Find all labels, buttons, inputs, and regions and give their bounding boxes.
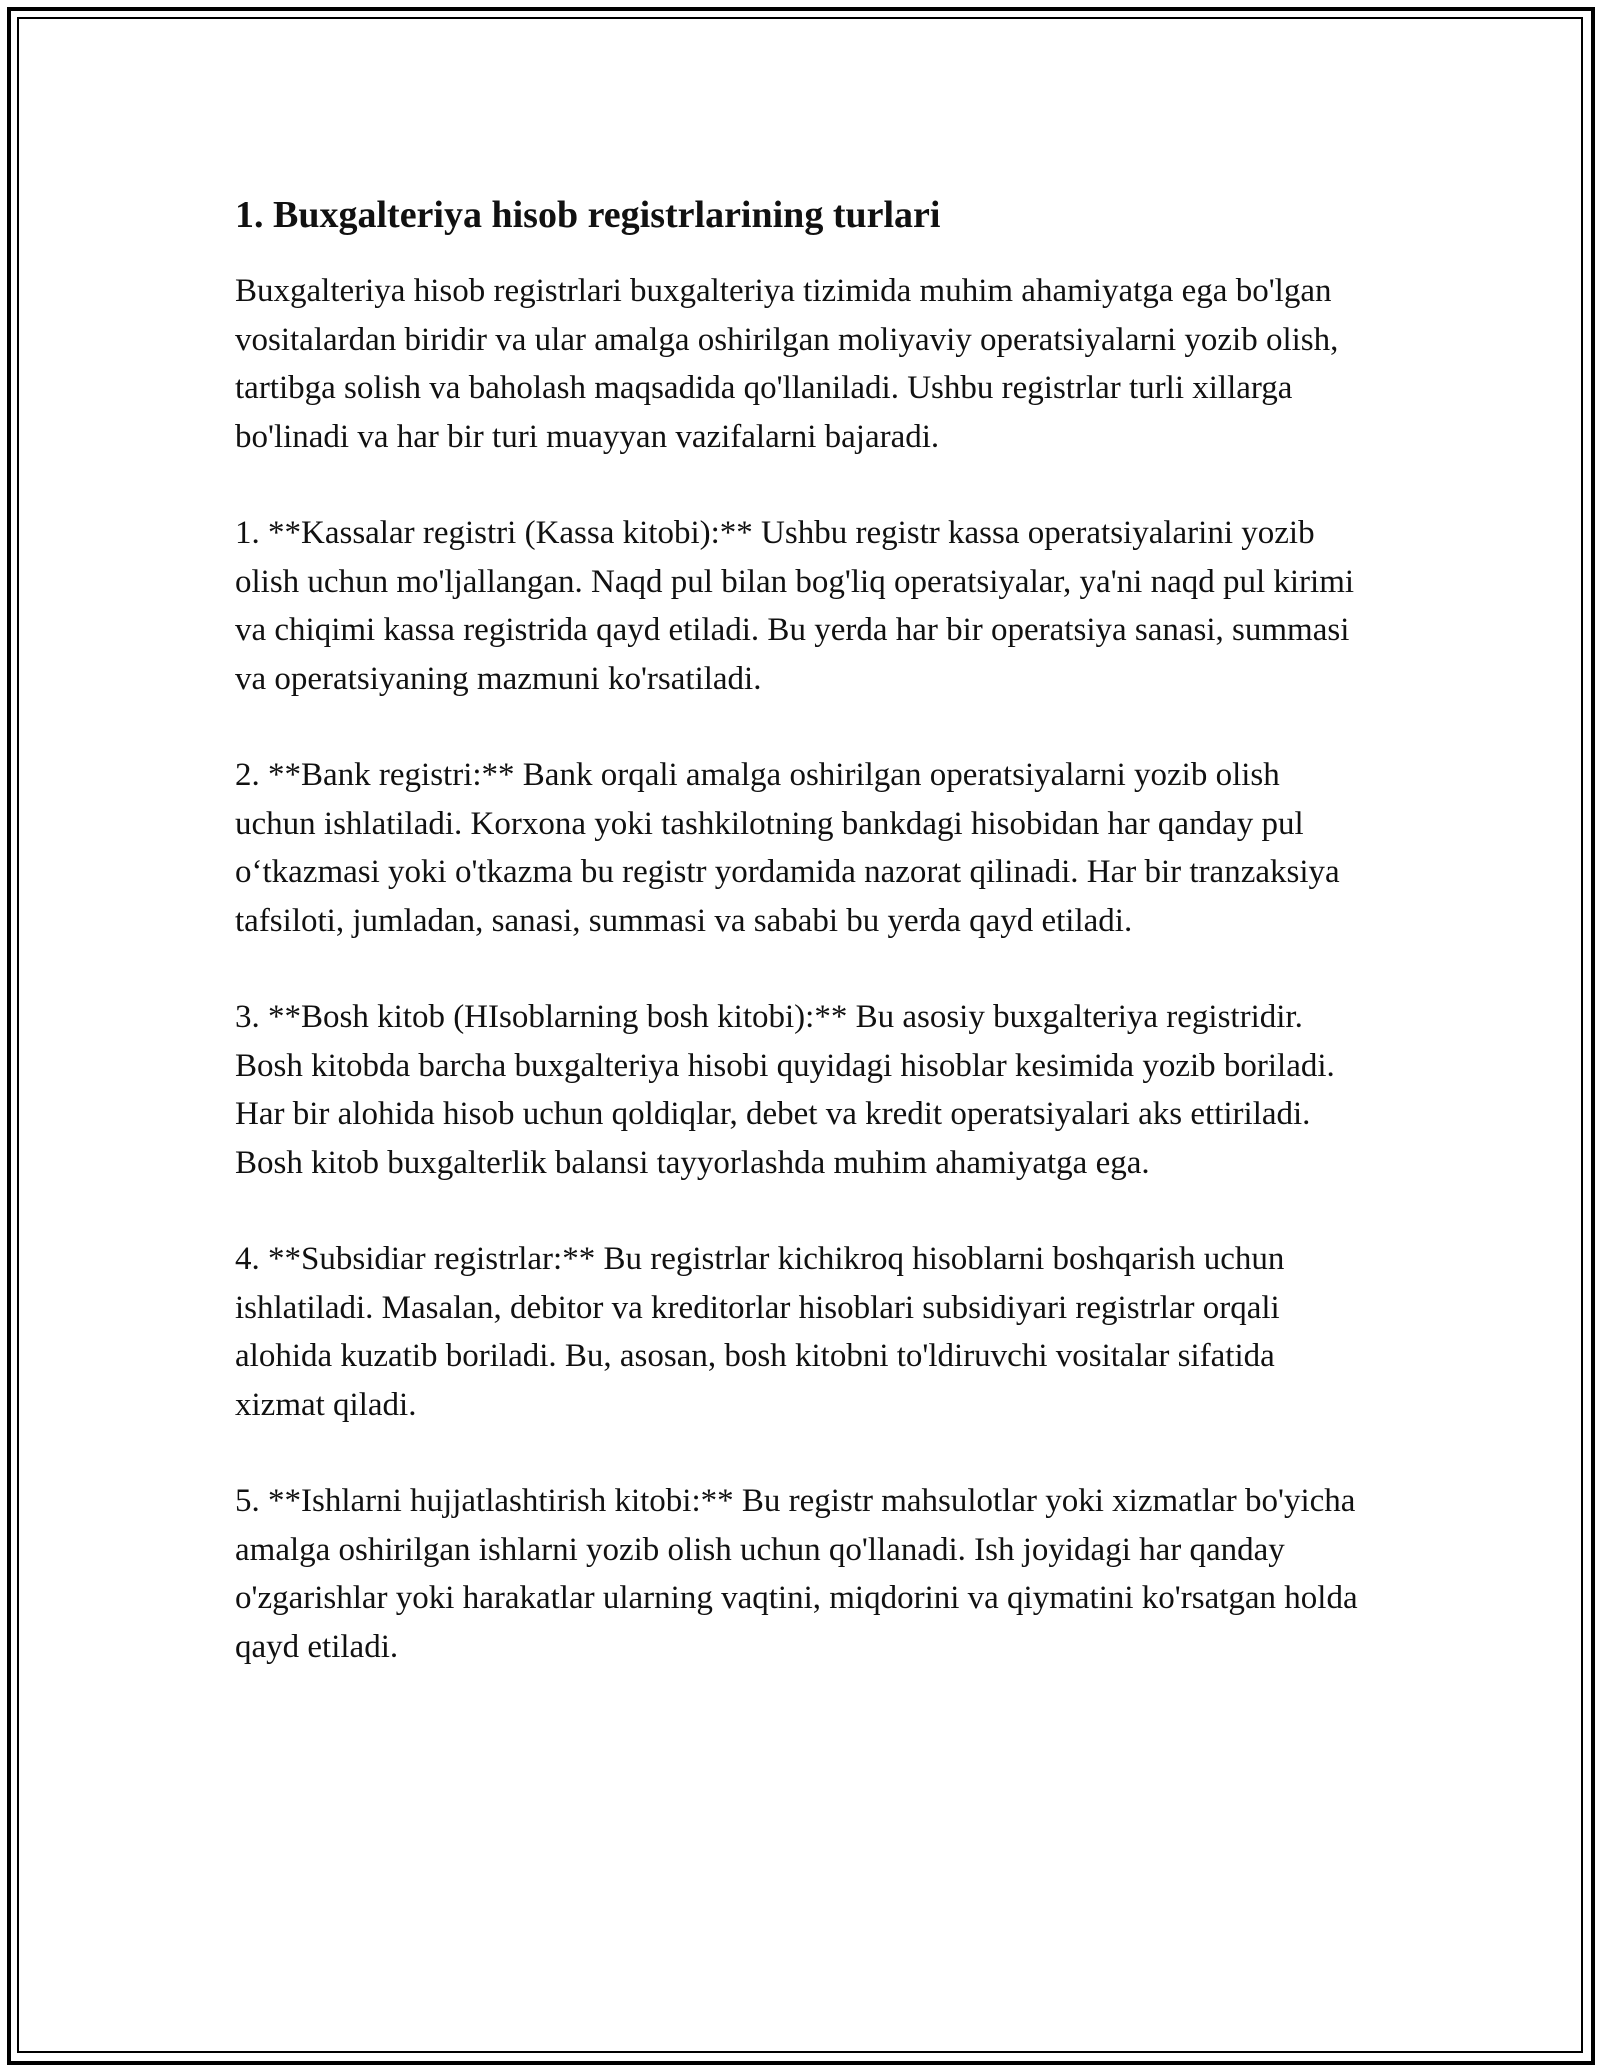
paragraph-bosh-kitob: 3. **Bosh kitob (HIsoblarning bosh kitobi):** Bu asosiy buxgalteriya registridir. Bosh kitobda barcha buxgalteriya hisobi quyidagi hisoblar kesimida yozib boriladi. Har bir alohida hisob uchun qoldiqlar, debet va kredit operatsiyalari aks ettiriladi. Bosh kitob buxgalterlik balansi tayyorlashda muhim ahamiyatga ega. — [235, 999, 1335, 1181]
paragraph-kassa-registri: 1. **Kassalar registri (Kassa kitobi):** Ushbu registr kassa operatsiyalarini yozib olish uchun mo'ljallangan. Naqd pul bilan bog'liq operatsiyalar, ya'ni naqd pul kirimi va chiqimi kassa registrida qayd etiladi. Bu yerda har bir operatsiya sanasi, summasi va operatsiyaning mazmuni ko'rsatiladi. — [235, 515, 1355, 697]
paragraph-subsidiar-registrlar: 4. **Subsidiar registrlar:** Bu registrlar kichikroq hisoblarni boshqarish uchun ishlatiladi. Masalan, debitor va kreditorlar hisoblari subsidiyari registrlar orqali alohida kuzatib boriladi. Bu, asosan, bosh kitobni to'ldiruvchi vositalar sifatida xizmat qiladi. — [235, 1241, 1285, 1423]
paragraph-bank-registri: 2. **Bank registri:** Bank orqali amalga oshirilgan operatsiyalarni yozib olish uchun ishlatiladi. Korxona yoki tashkilotning bankdagi hisobidan har qanday pul o‘tkazmasi yoki o'tkazma bu registr yordamida nazorat qilinadi. Har bir tranzaksiya tafsiloti, jumladan, sanasi, summasi va sababi bu yerda qayd etiladi. — [235, 757, 1340, 939]
intro-paragraph: Buxgalteriya hisob registrlari buxgalteriya tizimida muhim ahamiyatga ega bo'lgan vositalardan biridir va ular amalga oshirilgan moliyaviy operatsiyalarni yozib olish, tartibga solish va baholash maqsadida qo'llaniladi. Ushbu registrlar turli xillarga bo'linadi va har bir turi muayyan vazifalarni bajaradi. — [235, 273, 1339, 455]
paragraph-ishlarni-hujjatlashtirish: 5. **Ishlarni hujjatlashtirish kitobi:** Bu registr mahsulotlar yoki xizmatlar bo'yicha amalga oshirilgan ishlarni yozib olish uchun qo'llanadi. Ish joyidagi har qanday o'zgarishlar yoki harakatlar ularning vaqtini, miqdorini va qiymatini ko'rsatgan holda qayd etiladi. — [235, 1483, 1358, 1665]
document-body — [235, 185, 1365, 1719]
page-title: 1. Buxgalteriya hisob registrlarining turlari — [235, 194, 941, 236]
